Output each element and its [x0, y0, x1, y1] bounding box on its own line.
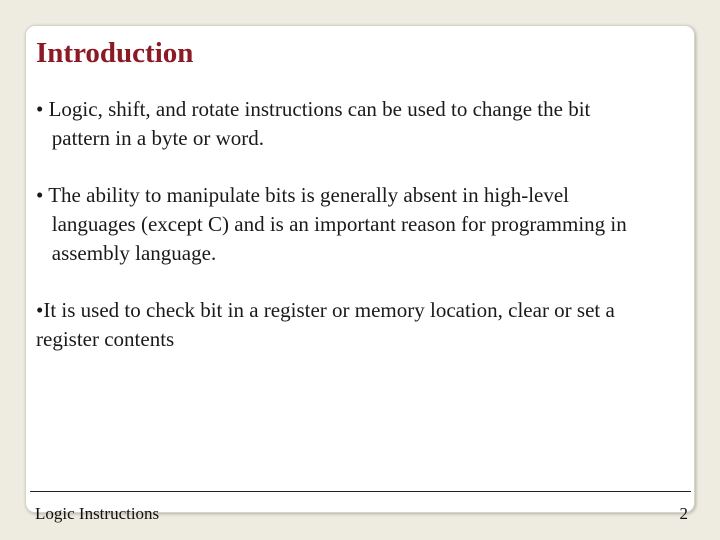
bullet-3-line-1: •It is used to check bit in a register or memory location, clear or set a: [36, 298, 615, 322]
bullet-1-line-1: • Logic, shift, and rotate instructions can be used to change the bit: [36, 97, 591, 121]
bullet-1-line-2: pattern in a byte or word.: [36, 126, 265, 150]
page-number: 2: [679, 504, 688, 523]
bullet-3-line-2: register contents: [36, 327, 175, 351]
bullet-2-line-1: • The ability to manipulate bits is generally absent in high-level: [36, 183, 570, 207]
slide-title: Introduction: [36, 37, 194, 69]
bullet-2-line-3: assembly language.: [36, 241, 217, 265]
bullet-2-line-2: languages (except C) and is an important reason for programming in: [36, 212, 627, 236]
footer-label: Logic Instructions: [35, 504, 160, 523]
footer-divider: [30, 491, 691, 492]
